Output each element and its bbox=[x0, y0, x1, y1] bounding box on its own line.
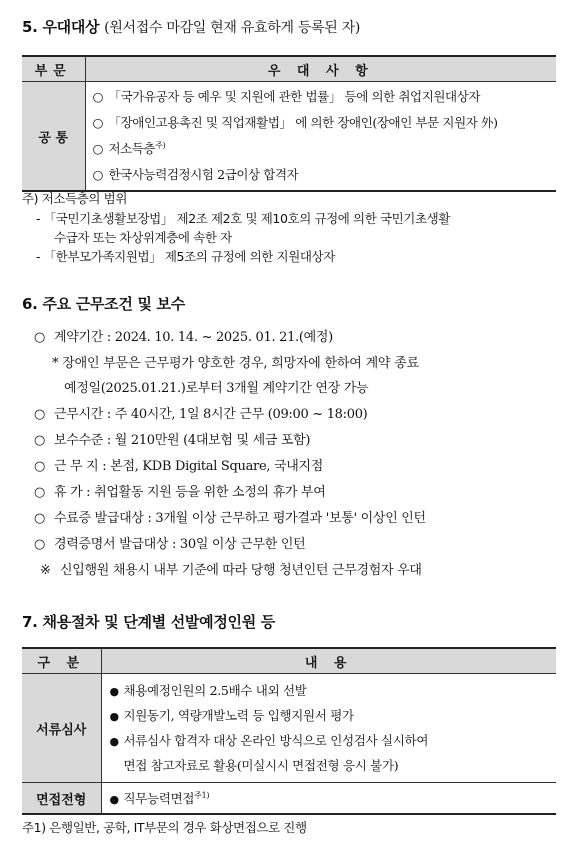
circle-marker-icon: ○ bbox=[34, 485, 46, 500]
process-category-interview: 면접전형 bbox=[22, 783, 101, 815]
contract-note-line: * 장애인 부문은 근무평가 양호한 경우, 희망자에 한하여 계약 종료 bbox=[52, 356, 419, 371]
low-income-note-line: - 「한부모가족지원법」 제5조의 규정에 의한 지원대상자 bbox=[36, 249, 335, 264]
bullet-icon: ● bbox=[109, 710, 119, 723]
preference-table bbox=[22, 55, 556, 192]
interview-item: ● 직무능력면접$^{주1)}$ bbox=[102, 786, 557, 811]
low-income-note-title: 주) 저소득층의 범위 bbox=[22, 191, 128, 206]
work-hours: ○ 근무시간 : 주 40시간, 1일 8시간 근무 (09:00 ~ 18:00) bbox=[34, 402, 367, 428]
contract-period: ○ 계약기간 : 2024. 10. 14. ~ 2025. 01. 21.(예정) bbox=[34, 325, 333, 351]
footnote-marker: 주) bbox=[155, 140, 166, 150]
circle-marker-icon: ○ bbox=[34, 459, 46, 474]
preference-category-common: 공 통 bbox=[22, 82, 85, 192]
preference-item: ○ 「장애인고용촉진 및 직업재활법」 에 의한 장애인(장애인 부문 지원자 外) bbox=[86, 110, 557, 136]
document-review-item: ● 지원동기, 역량개발노력 등 입행지원서 평가 bbox=[102, 703, 557, 728]
process-category-document: 서류심사 bbox=[22, 674, 101, 783]
preference-header-items: 우 대 사 항 bbox=[85, 56, 556, 82]
completion-certificate: ○ 수료증 발급대상 : 3개월 이상 근무하고 평가결과 '보통' 이상인 인턴 bbox=[34, 506, 426, 532]
circle-marker-icon: ○ bbox=[92, 141, 104, 156]
footnote-marker: 주1) bbox=[194, 790, 210, 800]
bullet-icon: ● bbox=[109, 792, 119, 806]
reference-note: ※ 신입행원 채용시 내부 기준에 따라 당행 청년인턴 근무경험자 우대 bbox=[40, 558, 422, 584]
pay-level: ○ 보수수준 : 월 210만원 (4대보험 및 세금 포함) bbox=[34, 428, 310, 454]
document-review-item: ● 채용예정인원의 2.5배수 내외 선발 bbox=[102, 678, 557, 703]
document-review-item-continued: 면접 참고자료로 활용(미실시시 면접전형 응시 불가) bbox=[123, 758, 399, 773]
circle-marker-icon: ○ bbox=[34, 433, 46, 448]
process-header-content: 내 용 bbox=[101, 648, 556, 674]
preference-item: ○ 한국사능력검정시험 2급이상 합격자 bbox=[86, 162, 557, 188]
preference-header-category: 부문 bbox=[22, 56, 85, 82]
section5-subtitle: (원서접수 마감일 현재 유효하게 등록된 자) bbox=[104, 20, 361, 36]
circle-marker-icon: ○ bbox=[34, 537, 46, 552]
document-review-cell bbox=[101, 674, 556, 783]
process-header-category: 구 분 bbox=[22, 648, 101, 674]
interview-footnote: 주1) 은행일반, 공학, IT부문의 경우 화상면접으로 진행 bbox=[22, 820, 307, 835]
document-review-item: ● 서류심사 합격자 대상 온라인 방식으로 인성검사 실시하여 bbox=[102, 728, 557, 753]
section5-title: 5. 우대대상 bbox=[22, 18, 100, 36]
circle-marker-icon: ○ bbox=[92, 115, 104, 130]
selection-process-table bbox=[22, 647, 556, 815]
low-income-note-line: 수급자 또는 차상위계층에 속한 자 bbox=[54, 230, 232, 245]
preference-items-cell bbox=[85, 82, 556, 192]
leave-policy: ○ 휴 가 : 취업활동 지원 등을 위한 소정의 휴가 부여 bbox=[34, 480, 325, 506]
preference-item: ○ 「국가유공자 등 예우 및 지원에 관한 법률」 등에 의한 취업지원대상자 bbox=[86, 84, 557, 110]
circle-marker-icon: ○ bbox=[92, 167, 104, 182]
career-certificate: ○ 경력증명서 발급대상 : 30일 이상 근무한 인턴 bbox=[34, 532, 305, 558]
preference-item: ○ 저소득층$^{주)}$ bbox=[86, 136, 557, 162]
circle-marker-icon: ○ bbox=[34, 330, 46, 345]
section6-title: 6. 주요 근무조건 및 보수 bbox=[22, 295, 185, 313]
bullet-icon: ● bbox=[109, 685, 119, 698]
contract-note-line: 예정일(2025.01.21.)로부터 3개월 계약기간 연장 가능 bbox=[64, 381, 369, 396]
interview-cell bbox=[101, 783, 556, 815]
circle-marker-icon: ○ bbox=[34, 511, 46, 526]
low-income-note-line: - 「국민기초생활보장법」 제2조 제2호 및 제10호의 규정에 의한 국민기초생활 bbox=[36, 211, 451, 226]
bullet-icon: ● bbox=[109, 735, 119, 748]
circle-marker-icon: ○ bbox=[34, 407, 46, 422]
reference-mark-icon: ※ bbox=[40, 563, 51, 578]
section5-heading bbox=[22, 16, 360, 37]
circle-marker-icon: ○ bbox=[92, 89, 104, 104]
section7-title: 7. 채용절차 및 단계별 선발예정인원 등 bbox=[22, 613, 275, 631]
work-location: ○ 근 무 지 : 본점, KDB Digital Square, 국내지점 bbox=[34, 454, 323, 480]
